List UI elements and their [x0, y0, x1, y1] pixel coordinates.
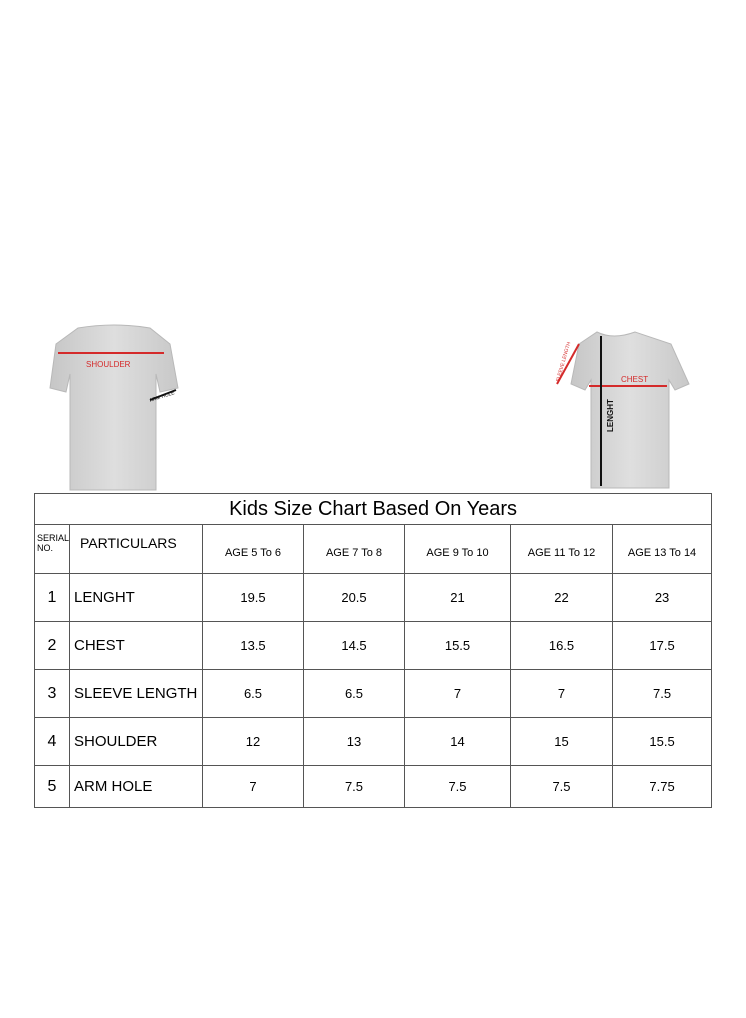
table-row — [35, 670, 712, 718]
value-cell: 17.5 — [613, 622, 712, 670]
length-label: LENGHT — [606, 399, 615, 432]
value-cell: 23 — [613, 574, 712, 622]
value-cell: 7 — [405, 670, 511, 718]
table-row — [35, 622, 712, 670]
value-cell: 14.5 — [304, 622, 405, 670]
age-header: AGE 7 To 8 — [304, 525, 405, 574]
value-cell: 21 — [405, 574, 511, 622]
serial-cell: 2 — [35, 622, 70, 670]
serial-cell: 5 — [35, 766, 70, 808]
chest-label: CHEST — [621, 375, 649, 384]
size-chart-table — [34, 493, 712, 808]
value-cell: 20.5 — [304, 574, 405, 622]
value-cell: 15.5 — [405, 622, 511, 670]
table-row — [35, 574, 712, 622]
front-shirt-diagram — [553, 326, 693, 492]
value-cell: 7.75 — [613, 766, 712, 808]
serial-cell: 1 — [35, 574, 70, 622]
value-cell: 7 — [511, 670, 613, 718]
value-cell: 13.5 — [203, 622, 304, 670]
value-cell: 22 — [511, 574, 613, 622]
armhole-label: ARM HOLE — [148, 390, 176, 404]
back-shirt-diagram — [44, 322, 184, 494]
value-cell: 6.5 — [203, 670, 304, 718]
value-cell: 7.5 — [304, 766, 405, 808]
value-cell: 15 — [511, 718, 613, 766]
value-cell: 6.5 — [304, 670, 405, 718]
particular-cell: SHOULDER — [70, 718, 203, 766]
serial-cell: 4 — [35, 718, 70, 766]
value-cell: 13 — [304, 718, 405, 766]
value-cell: 19.5 — [203, 574, 304, 622]
value-cell: 7 — [203, 766, 304, 808]
value-cell: 12 — [203, 718, 304, 766]
value-cell: 14 — [405, 718, 511, 766]
serial-header: SERIAL NO. — [35, 525, 70, 574]
age-header: AGE 5 To 6 — [203, 525, 304, 574]
particulars-header: PARTICULARS — [70, 525, 203, 574]
table-title: Kids Size Chart Based On Years — [35, 494, 712, 525]
particular-cell: SLEEVE LENGTH — [70, 670, 203, 718]
particular-cell: ARM HOLE — [70, 766, 203, 808]
particular-cell: LENGHT — [70, 574, 203, 622]
age-header: AGE 9 To 10 — [405, 525, 511, 574]
particular-cell: CHEST — [70, 622, 203, 670]
value-cell: 7.5 — [511, 766, 613, 808]
serial-cell: 3 — [35, 670, 70, 718]
sleeve-length-label: SLEEVE LENGTH — [555, 341, 573, 383]
table-row — [35, 718, 712, 766]
table-row — [35, 766, 712, 808]
value-cell: 16.5 — [511, 622, 613, 670]
value-cell: 7.5 — [405, 766, 511, 808]
age-header: AGE 13 To 14 — [613, 525, 712, 574]
shoulder-label: SHOULDER — [86, 360, 131, 369]
value-cell: 15.5 — [613, 718, 712, 766]
value-cell: 7.5 — [613, 670, 712, 718]
age-header: AGE 11 To 12 — [511, 525, 613, 574]
table-header-row — [35, 525, 712, 574]
back-shirt-shape — [50, 325, 178, 490]
front-shirt-shape — [571, 332, 689, 488]
